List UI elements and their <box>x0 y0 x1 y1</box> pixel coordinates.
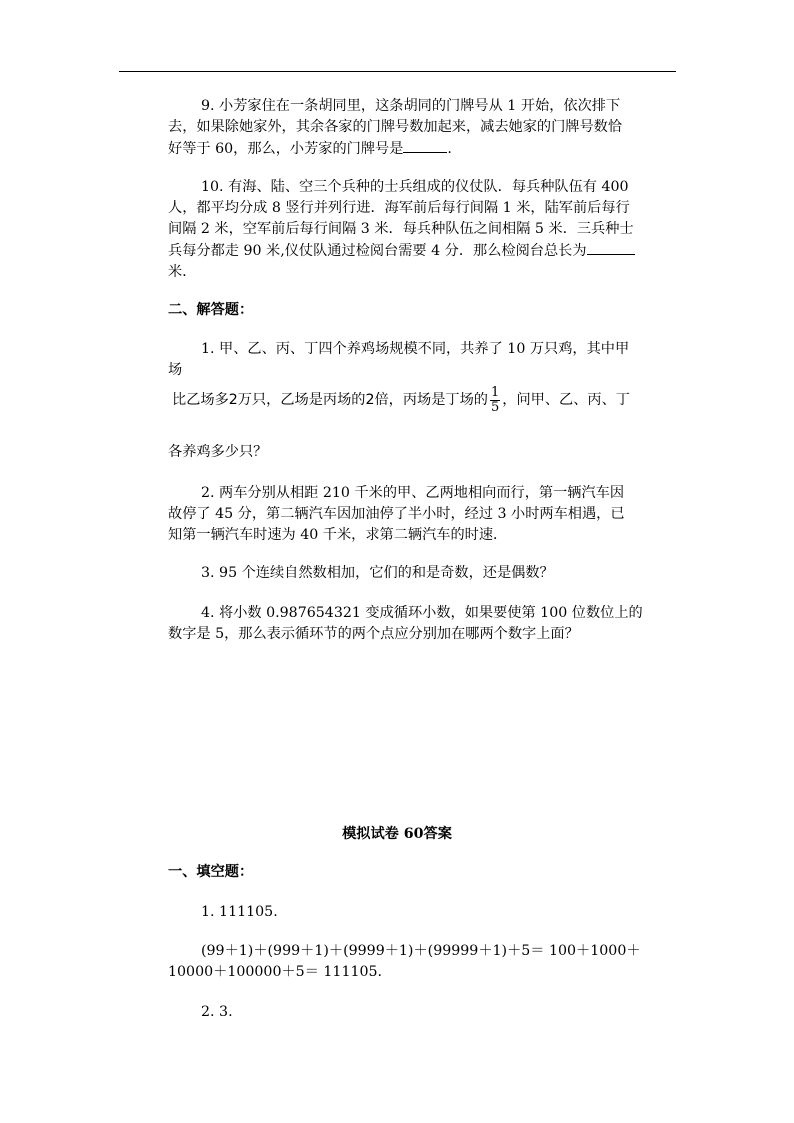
problem-1 <box>168 339 678 381</box>
p1-line1: 1. 甲、乙、丙、丁四个养鸡场规模不同，共养了 10 万只鸡，其中甲 <box>201 341 630 357</box>
problem-2 <box>168 483 678 546</box>
q9-line3 <box>168 138 678 160</box>
q9-line2: 去，如果除她家外，其余各家的门牌号数加起来，减去她家的门牌号数恰 <box>168 119 623 135</box>
section-heading: 二、解答题： <box>168 302 254 318</box>
a1-work-line1: (99＋1)＋(999＋1)＋(9999＋1)＋(99999＋1)＋5＝ 100＋1000＋ <box>201 943 641 959</box>
a1-work-line2: 10000＋100000＋5＝ 111105. <box>168 964 383 980</box>
header-rule <box>119 71 676 72</box>
p4-line2: 数字是 5，那么表示循环节的两个点应分别加在哪两个数字上面？ <box>168 626 579 642</box>
p1-line3-text-a: 比乙场多2万只，乙场是丙场的2倍，丙场是丁场的 <box>172 392 488 408</box>
answer-1: 1. 111105. <box>201 904 278 920</box>
answers-title: 模拟试卷 60答案 <box>342 826 452 842</box>
fraction-denominator: 5 <box>491 399 500 415</box>
question-10 <box>168 177 678 283</box>
q10-line4-text: 兵每分都走 90 米,仪仗队通过检阅台需要 4 分．那么检阅台总长为 <box>168 243 587 259</box>
q9-line3-text: 好等于 60，那么，小芳家的门牌号是 <box>168 141 404 157</box>
answers-heading: 一、填空题： <box>168 864 254 880</box>
answer-blank[interactable] <box>403 138 447 153</box>
q10-line4 <box>168 240 678 262</box>
fraction <box>490 386 500 415</box>
answer-1-work <box>168 941 678 983</box>
p1-line3-text-b: ，问甲、乙、丙、丁 <box>502 392 630 408</box>
p1-line4: 各养鸡多少只？ <box>168 444 268 460</box>
p2-line3: 知第一辆汽车时速为 40 千米，求第二辆汽车的时速． <box>168 527 508 543</box>
q10-line5: 米． <box>168 264 197 280</box>
answer-blank[interactable] <box>587 240 635 255</box>
question-9 <box>168 96 678 160</box>
q10-line1: 10. 有海、陆、空三个兵种的士兵组成的仪仗队．每兵种队伍有 400 <box>201 179 629 195</box>
answer-2: 2. 3. <box>201 1004 233 1020</box>
q9-line1: 9. 小芳家住在一条胡同里，这条胡同的门牌号从 1 开始，依次排下 <box>201 98 621 114</box>
problem-4 <box>168 603 678 645</box>
p4-line1: 4. 将小数 0.987654321 变成循环小数，如果要使第 100 位数位上的 <box>201 605 643 621</box>
q10-line3: 间隔 2 米，空军前后每行间隔 3 米．每兵种队伍之间相隔 5 米．三兵种士 <box>168 221 634 237</box>
p2-line2: 故停了 45 分，第二辆汽车因加油停了半小时，经过 3 小时两车相遇，已 <box>168 506 625 522</box>
q10-line2: 人，都平均分成 8 竖行并列行进．海军前后每行间隔 1 米，陆军前后每行 <box>168 200 630 216</box>
fraction-numerator: 1 <box>491 384 500 400</box>
problem-3: 3. 95 个连续自然数相加，它们的和是奇数，还是偶数？ <box>201 565 554 581</box>
p1-line3 <box>172 383 682 417</box>
q9-tail: . <box>447 141 452 157</box>
p2-line1: 2. 两车分别从相距 210 千米的甲、乙两地相向而行，第一辆汽车因 <box>201 485 625 501</box>
p1-line2: 场 <box>168 362 183 378</box>
